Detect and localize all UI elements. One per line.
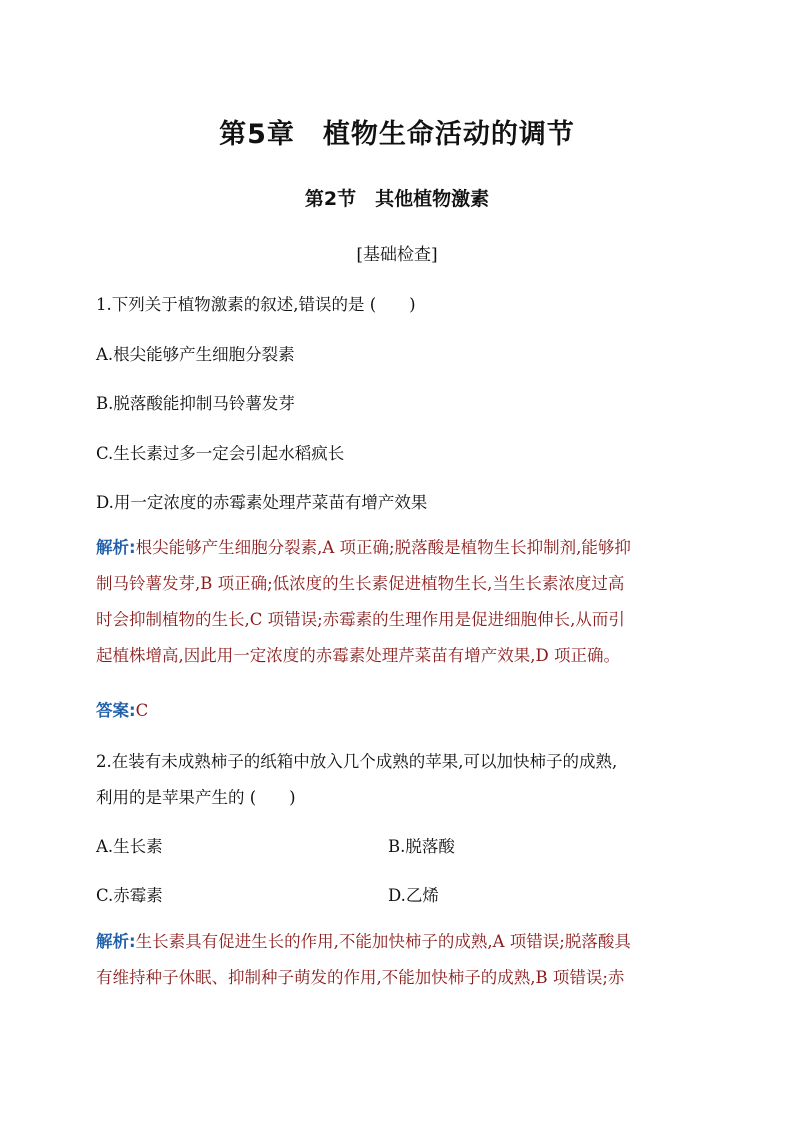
q1-option-a: A.根尖能够产生细胞分裂素 xyxy=(96,345,295,364)
q2-option-d: D.乙烯 xyxy=(388,886,439,905)
q1-option-b: B.脱落酸能抑制马铃薯发芽 xyxy=(96,394,295,413)
q2-stem-line-1: 2.在装有未成熟柿子的纸箱中放入几个成熟的苹果,可以加快柿子的成熟, xyxy=(96,752,618,771)
q1-analysis-line-4: 起植株增高,因此用一定浓度的赤霉素处理芹菜苗有增产效果,D 项正确。 xyxy=(96,646,620,665)
q1-analysis-label: 解析: xyxy=(96,538,136,557)
q2-analysis-line-1: 解析:生长素具有促进生长的作用,不能加快柿子的成熟,A 项错误;脱落酸具 xyxy=(96,932,631,951)
section-title: 第2节 其他植物激素 xyxy=(304,188,490,210)
sub-heading: [基础检查] xyxy=(356,245,438,265)
q2-analysis xyxy=(96,924,700,996)
q1-answer-label: 答案: xyxy=(96,701,136,720)
q2-analysis-label: 解析: xyxy=(96,932,136,951)
q1-stem: 1.下列关于植物激素的叙述,错误的是 ( ) xyxy=(96,295,416,314)
q1-answer xyxy=(96,697,148,721)
q2-stem-line-2: 利用的是苹果产生的 ( ) xyxy=(96,788,296,807)
q2-analysis-line-2: 有维持种子休眠、抑制种子萌发的作用,不能加快柿子的成熟,B 项错误;赤 xyxy=(96,968,625,987)
q2-option-c: C.赤霉素 xyxy=(96,886,163,905)
q1-answer-value: C xyxy=(135,701,149,720)
q1-analysis-line-2: 制马铃薯发芽,B 项正确;低浓度的生长素促进植物生长,当生长素浓度过高 xyxy=(96,574,625,593)
q1-analysis xyxy=(96,530,700,674)
chapter-title: 第5章 植物生命活动的调节 xyxy=(219,119,575,150)
q2-option-b: B.脱落酸 xyxy=(388,837,455,856)
q1-option-d: D.用一定浓度的赤霉素处理芹菜苗有增产效果 xyxy=(96,493,428,512)
q1-analysis-line-3: 时会抑制植物的生长,C 项错误;赤霉素的生理作用是促进细胞伸长,从而引 xyxy=(96,610,625,629)
q2-option-a: A.生长素 xyxy=(96,837,163,856)
q1-analysis-line-1: 解析:根尖能够产生细胞分裂素,A 项正确;脱落酸是植物生长抑制剂,能够抑 xyxy=(96,538,631,557)
q1-option-c: C.生长素过多一定会引起水稻疯长 xyxy=(96,444,345,463)
